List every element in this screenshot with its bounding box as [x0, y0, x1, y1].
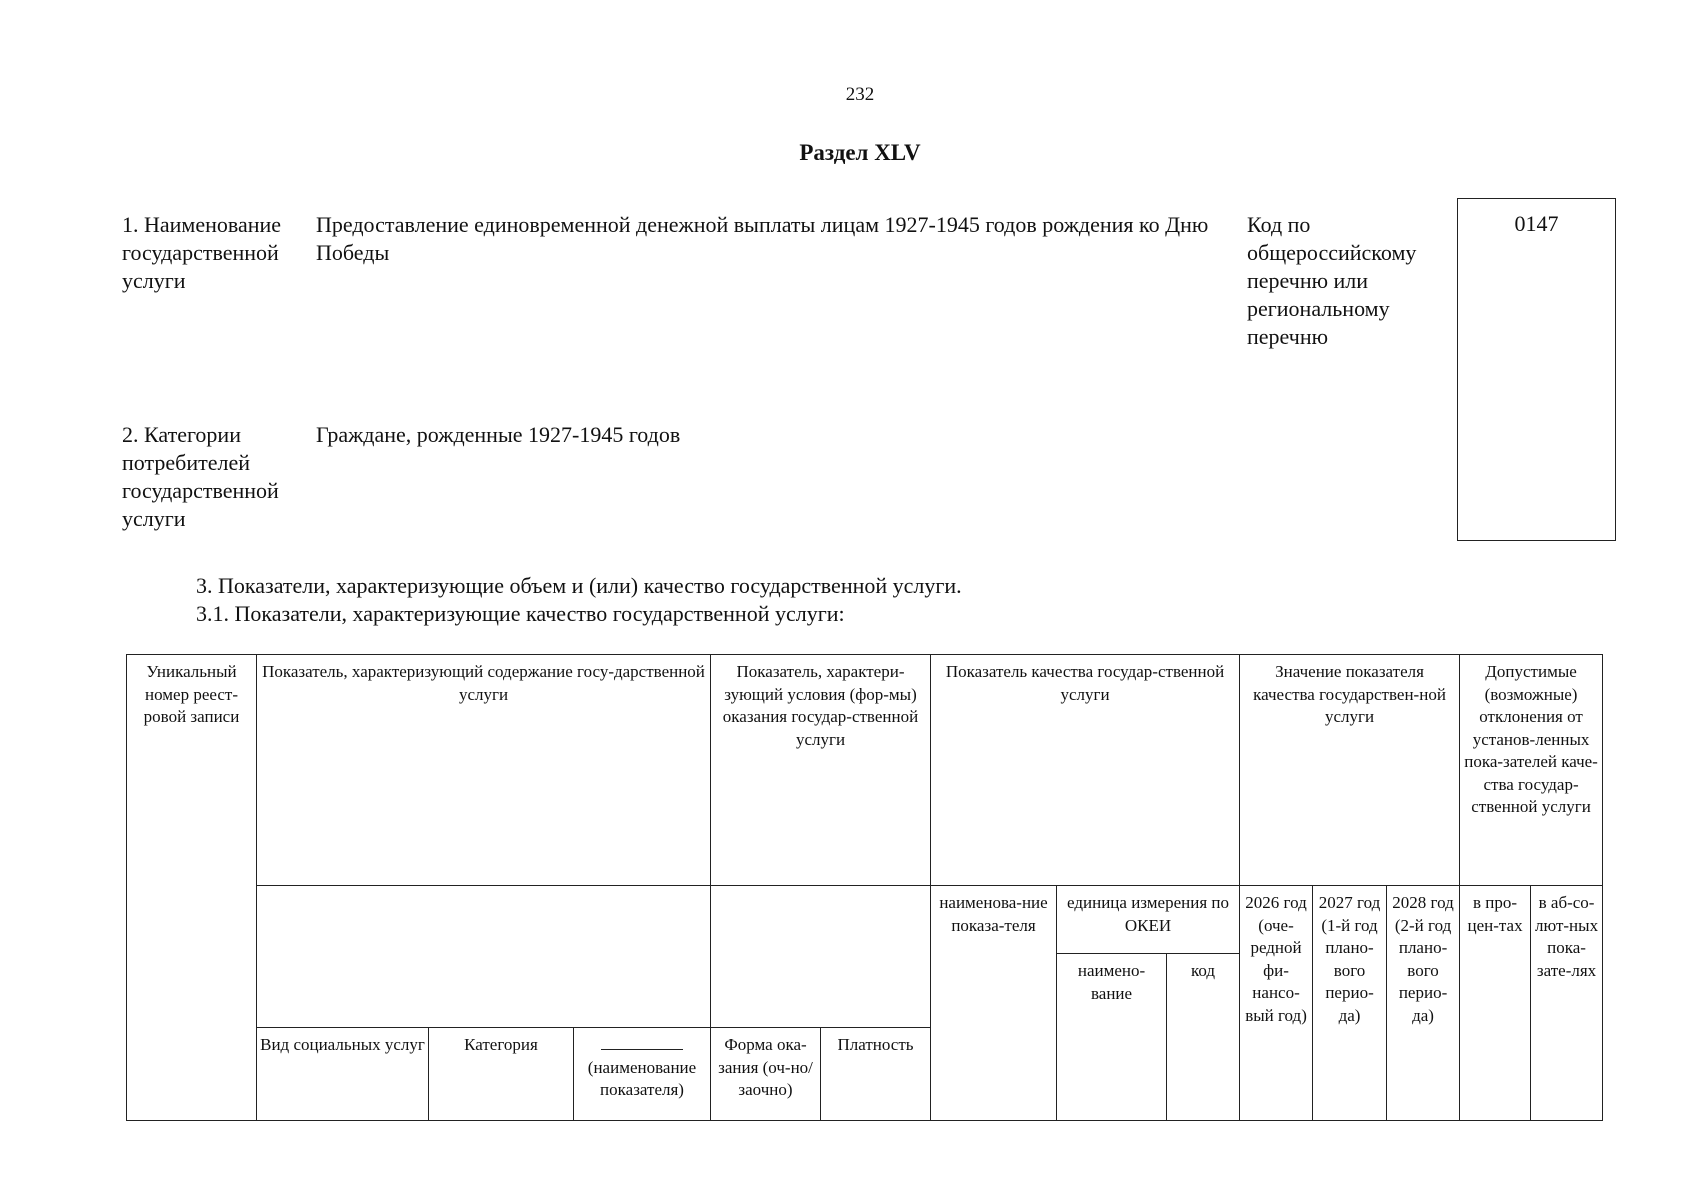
header-service-form: Форма ока-зания (оч-но/заочно) [711, 1028, 821, 1121]
header-indicator-name: наименова-ние показа-теля [931, 886, 1057, 1121]
header-quality-indicator: Показатель качества государ-ственной услуги [931, 655, 1240, 886]
header-indicator-name-blank [574, 1028, 711, 1121]
header-content-indicator: Показатель, характеризующий содержание госу-дарственной услуги [257, 655, 711, 886]
conditions-indicator-space [711, 886, 931, 954]
header-absolute: в аб-со-лют-ных пока-зате-лях [1531, 886, 1603, 1121]
line-3: 3. Показатели, характеризующие объем и (или) качество государственной услуги. [196, 573, 962, 598]
line-3-1: 3.1. Показатели, характеризующие качество государственной услуги: [196, 601, 845, 626]
content-indicator-space [257, 886, 711, 954]
header-year-2027: 2027 год (1-й год плано-вого перио-да) [1313, 886, 1387, 1121]
code-box: 0147 [1457, 198, 1616, 541]
header-okei-code: код [1167, 954, 1240, 1121]
header-unique-number: Уникальный номер реест-ровой записи [127, 655, 257, 1121]
blank-line [601, 1037, 683, 1050]
item1-value: Предоставление единовременной денежной выплаты лицам 1927-1945 годов рождения ко Дню Победы [316, 212, 1209, 265]
item2-value: Граждане, рожденные 1927-1945 годов [316, 422, 681, 447]
header-category: Категория [429, 1028, 574, 1121]
item2-label: 2. Категории потребителей государственной услуги [122, 422, 279, 531]
header-conditions-indicator: Показатель, характери-зующий условия (фор-мы) оказания государ-ственной услуги [711, 655, 931, 886]
header-quality-value: Значение показателя качества государствен-ной услуги [1240, 655, 1460, 886]
header-year-2028: 2028 год (2-й год плано-вого перио-да) [1387, 886, 1460, 1121]
code-label: Код по общероссийскому перечню или региональному перечню [1247, 212, 1417, 349]
header-okei-name: наимено-вание [1057, 954, 1167, 1121]
header-okei-unit: единица измерения по ОКЕИ [1057, 886, 1240, 954]
page-number: 232 [845, 84, 875, 105]
header-payment: Платность [821, 1028, 931, 1121]
quality-indicators-table [126, 654, 1603, 1121]
item1-label: 1. Наименование государственной услуги [122, 212, 282, 293]
conditions-indicator-space-2 [711, 954, 931, 1028]
header-social-services-type: Вид социальных услуг [257, 1028, 429, 1121]
content-indicator-space-2 [257, 954, 711, 1028]
indicator-name-paren: (наименование показателя) [587, 1057, 697, 1099]
section-title: Раздел XLV [799, 140, 921, 165]
header-percent: в про-цен-тах [1460, 886, 1531, 1121]
header-year-2026: 2026 год (оче-редной фи-нансо-вый год) [1240, 886, 1313, 1121]
header-deviations: Допустимые (возможные) отклонения от установ-ленных пока-зателей каче-ства государ-ственной услуги [1460, 655, 1603, 886]
